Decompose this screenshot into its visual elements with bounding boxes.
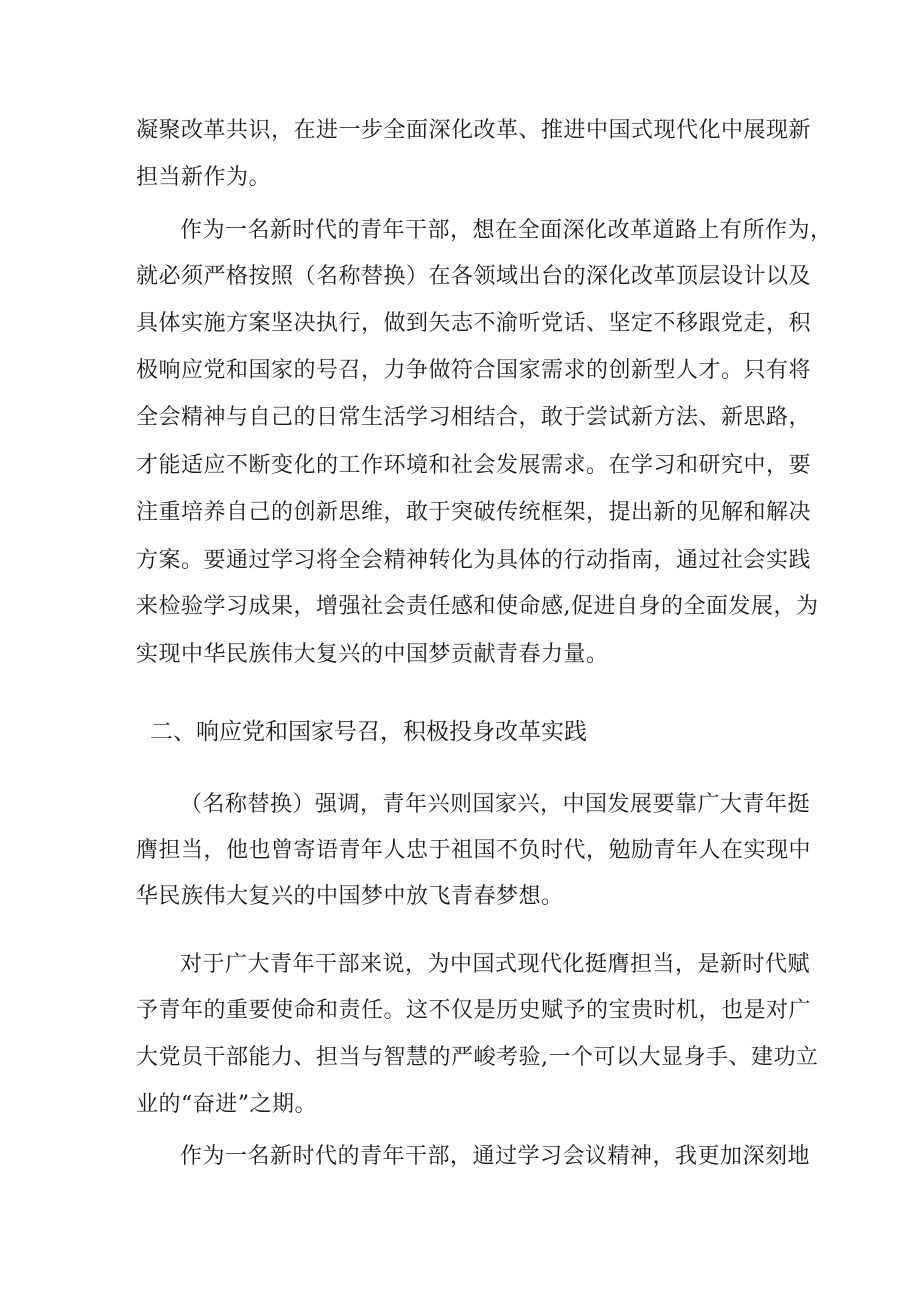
paragraph-3-line-3: 华民族伟大复兴的中国梦中放飞青春梦想。 — [136, 884, 564, 909]
paragraph-3-line-1: （名称替换）强调，青年兴则国家兴，中国发展要靠广大青年挺 — [180, 792, 811, 817]
paragraph-2-line-2: 就必须严格按照（名称替换）在各领域出台的深化改革顶层设计以及 — [136, 264, 812, 289]
paragraph-2-line-10: 实现中华民族伟大复兴的中国梦贡献青春力量。 — [136, 642, 609, 667]
paragraph-1-line-2: 担当新作为。 — [136, 165, 272, 190]
paragraph-2-line-5: 全会精神与自己的日常生活学习相结合，敢于尝试新方法、新思路， — [136, 405, 812, 430]
paragraph-4-line-2: 予青年的重要使命和责任。这不仅是历史赋予的宝贵时机，也是对广 — [136, 998, 812, 1023]
paragraph-2-line-9: 来检验学习成果，增强社会责任感和使命感,促进自身的全面发展，为 — [136, 594, 819, 619]
paragraph-5-line-1: 作为一名新时代的青年干部，通过学习会议精神，我更加深刻地 — [180, 1144, 811, 1169]
paragraph-4-line-3: 大党员干部能力、担当与智慧的严峻考验,一个可以大显身手、建功立 — [136, 1045, 819, 1070]
paragraph-2-line-6: 才能适应不断变化的工作环境和社会发展需求。在学习和研究中，要 — [136, 453, 812, 478]
paragraph-2-line-3: 具体实施方案坚决执行，做到矢志不渝听党话、坚定不移跟党走，积 — [136, 311, 812, 336]
paragraph-3-line-2: 膺担当，他也曾寄语青年人忠于祖国不负时代，勉励青年人在实现中 — [136, 838, 812, 863]
section-heading: 二、响应党和国家号召，积极投身改革实践 — [150, 719, 587, 745]
paragraph-2-line-7: 注重培养自己的创新思维，敢于突破传统框架，提出新的见解和解决 — [136, 500, 812, 525]
paragraph-2-line-4: 极响应党和国家的号召，力争做符合国家需求的创新型人才。只有将 — [136, 358, 812, 383]
paragraph-4-line-1: 对于广大青年干部来说，为中国式现代化挺膺担当，是新时代赋 — [180, 952, 811, 977]
paragraph-2-line-1: 作为一名新时代的青年干部，想在全面深化改革道路上有所作为， — [180, 218, 833, 243]
paragraph-1-line-1: 凝聚改革共识，在进一步全面深化改革、推进中国式现代化中展现新 — [136, 118, 812, 143]
paragraph-2-line-8: 方案。要通过学习将全会精神转化为具体的行动指南，通过社会实践 — [136, 548, 812, 573]
paragraph-4-line-4: 业的“奋进”之期。 — [136, 1092, 317, 1117]
